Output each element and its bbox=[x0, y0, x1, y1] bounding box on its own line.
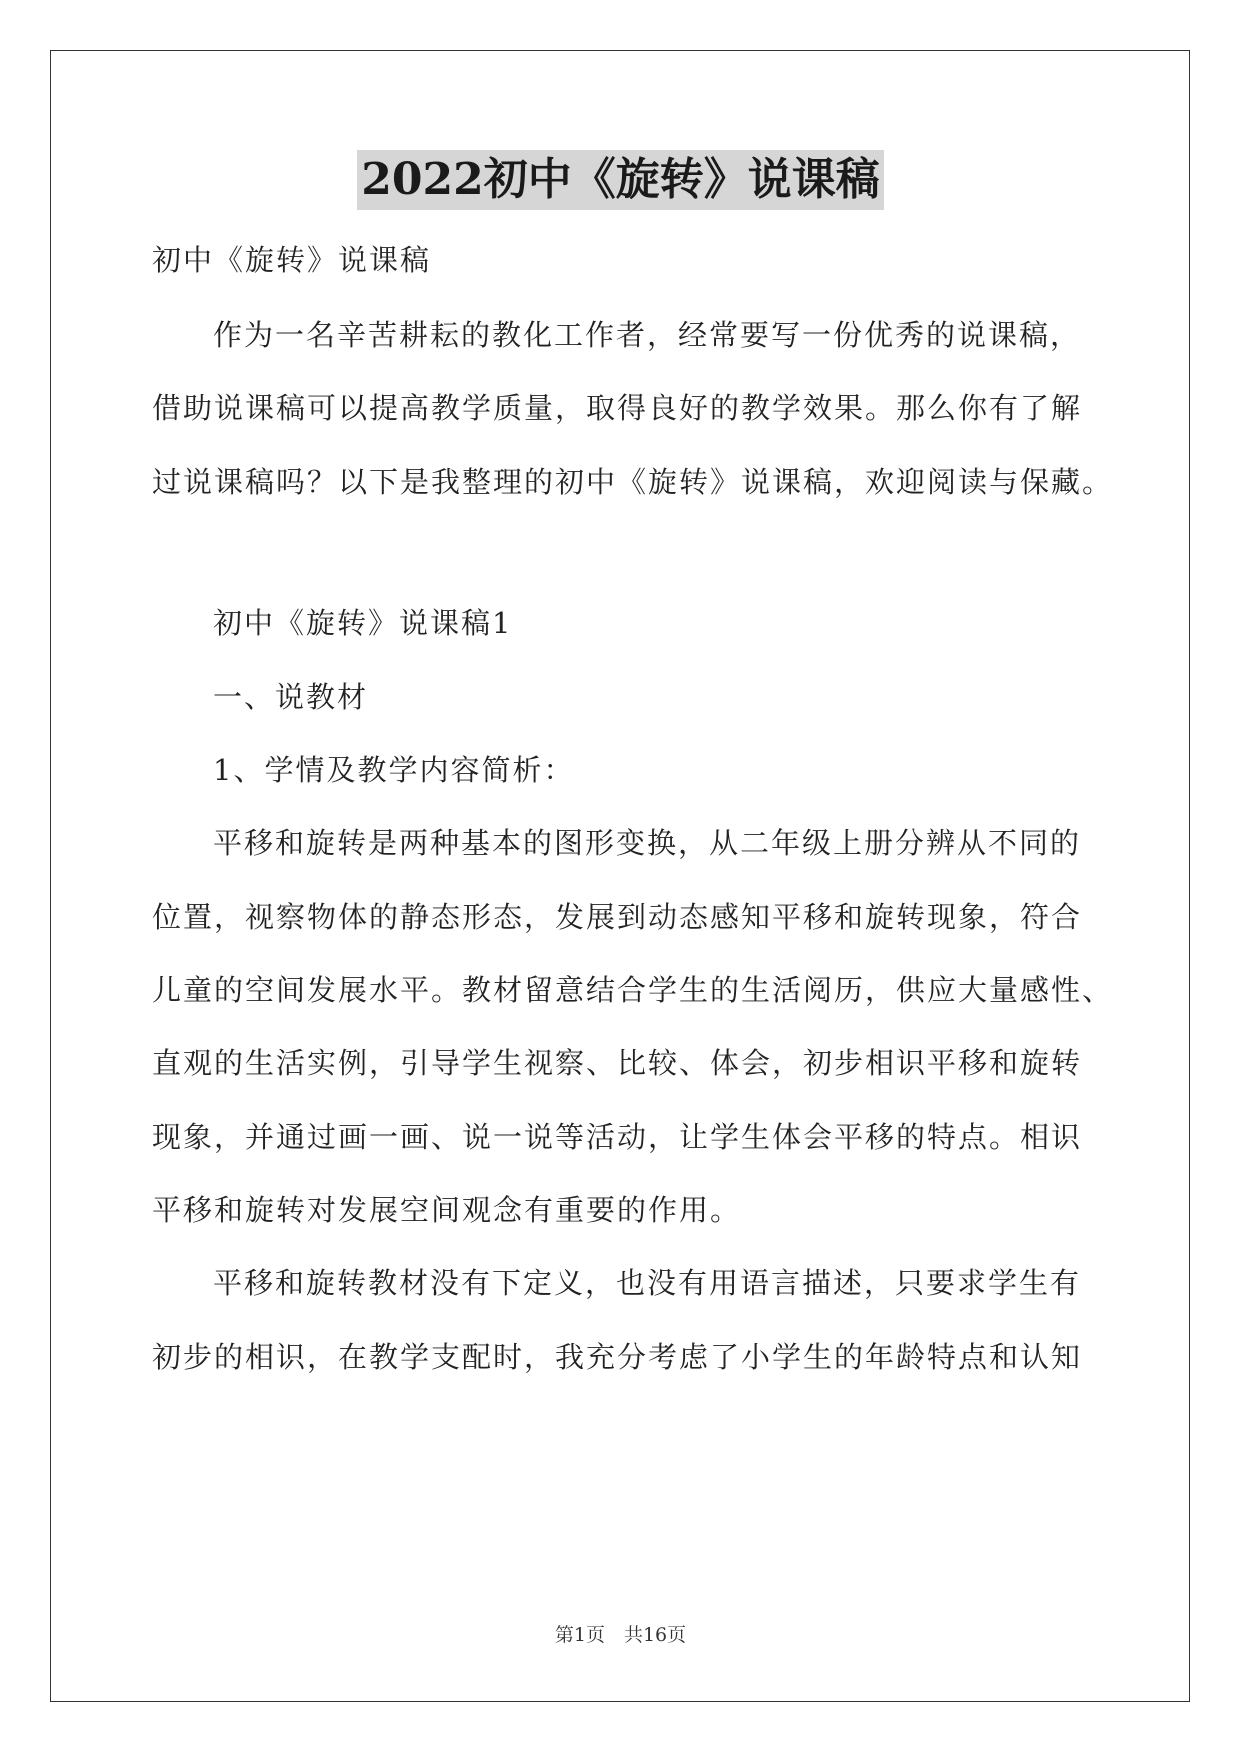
paragraph-line: 平移和旋转对发展空间观念有重要的作用。 bbox=[152, 1193, 742, 1227]
paragraph-line: 直观的生活实例，引导学生视察、比较、体会，初步相识平移和旋转 bbox=[152, 1046, 1083, 1080]
page-footer: 第1页 共16页 bbox=[554, 1624, 687, 1646]
paragraph-line: 过说课稿吗？以下是我整理的初中《旋转》说课稿，欢迎阅读与保藏。 bbox=[152, 465, 1114, 499]
title-container bbox=[0, 150, 1241, 210]
paragraph-line: 作为一名辛苦耕耘的教化工作者，经常要写一份优秀的说课稿， bbox=[213, 318, 1082, 352]
section-heading: 初中《旋转》说课稿1 bbox=[213, 606, 513, 640]
subsection-heading: 1、学情及教学内容简析： bbox=[213, 753, 575, 787]
section-heading: 一、说教材 bbox=[213, 680, 369, 714]
paragraph-line: 现象，并通过画一画、说一说等活动，让学生体会平移的特点。相识 bbox=[152, 1120, 1083, 1154]
paragraph-line: 平移和旋转是两种基本的图形变换，从二年级上册分辨从不同的 bbox=[213, 826, 1082, 860]
paragraph-line: 平移和旋转教材没有下定义，也没有用语言描述，只要求学生有 bbox=[213, 1266, 1082, 1300]
paragraph-line: 儿童的空间发展水平。教材留意结合学生的生活阅历，供应大量感性、 bbox=[152, 973, 1114, 1007]
document-title: 2022初中《旋转》说课稿 bbox=[357, 150, 883, 210]
paragraph-line: 借助说课稿可以提高教学质量，取得良好的教学效果。那么你有了解 bbox=[152, 391, 1083, 425]
paragraph-line: 初步的相识，在教学支配时，我充分考虑了小学生的年龄特点和认知 bbox=[152, 1340, 1083, 1374]
paragraph-line: 初中《旋转》说课稿 bbox=[152, 243, 432, 277]
paragraph-line: 位置，视察物体的静态形态，发展到动态感知平移和旋转现象，符合 bbox=[152, 900, 1083, 934]
page-border bbox=[50, 50, 1190, 1702]
